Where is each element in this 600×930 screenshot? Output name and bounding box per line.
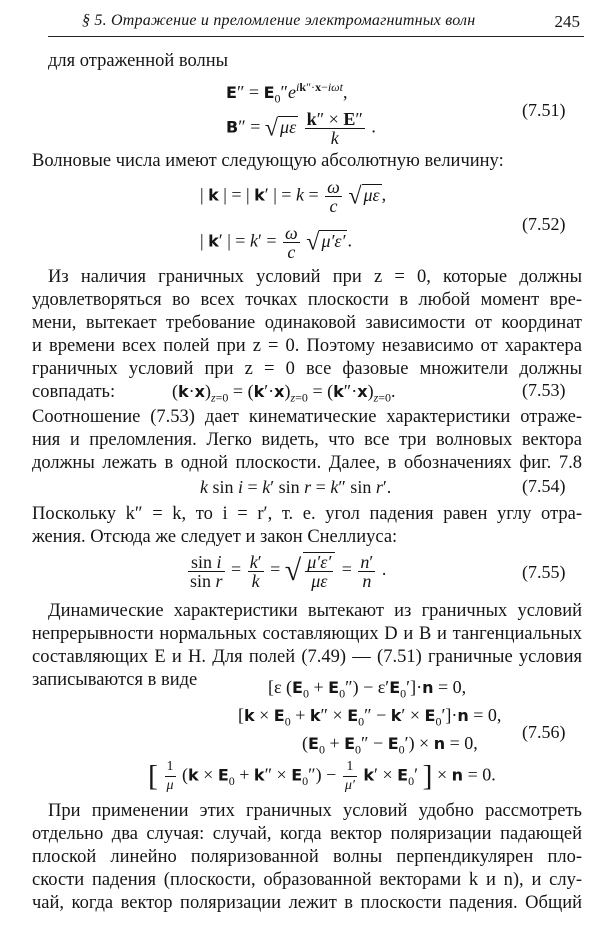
page-number: 245 [554, 12, 580, 31]
paragraph-line: Динамические характеристики вытекают из граничных условий [48, 601, 582, 621]
paragraph-line: Поскольку k″ = k, то i = r′, т. е. угол падения равен углу отра- [32, 504, 582, 524]
paragraph-line: записываются в виде [32, 670, 198, 690]
equation-number: (7.53) [522, 380, 566, 400]
paragraph-line: ния и преломления. Легко видеть, что все три волновых вектора [32, 430, 582, 450]
paragraph-line: чай, когда вектор поляризации лежит в плоскости падения. Общий [32, 893, 582, 913]
paragraph-line: При применении этих граничных условий удобно рассмотреть [48, 801, 582, 821]
paragraph-line: составляющих E и H. Для полей (7.49) — (7.51) граничные условия [32, 647, 582, 667]
equation-number: (7.56) [522, 722, 566, 742]
equation-7-54: k sin i = k′ sin r = k″ sin r′. [200, 477, 392, 497]
equation-7-56-line-2: $[k \times E_0 + k'' \times E_0'' - k' \times E_0']\cdot n = 0$, [238, 705, 502, 729]
header-title: § 5. Отражение и преломление электромагнитных волн [82, 12, 476, 29]
equation-7-51-line-2: B″ = √ με $\frac{k'' \times E''}{k}$ . [226, 109, 376, 148]
equation-7-51-line-1: $E'' = E_0''e^{ik''\cdot x-i\omega t}$, [226, 80, 348, 106]
paragraph-line: скости падения (плоскости, образованной векторами k и n), и слу- [32, 870, 582, 890]
paragraph-line: совпадать: [32, 382, 116, 402]
paragraph-line: удовлетворяться во всех точках плоскости в любой момент вре- [32, 290, 582, 310]
equation-number: (7.54) [522, 476, 566, 496]
equation-7-56-line-4: [ $\frac{1}{\mu}$ $(k \times E_0 + k'' \times E_0'')$ − $\frac{1}{\mu'}$ $k' \times E_0'$ ] × n = 0. [148, 759, 496, 793]
paragraph-line: непрерывности нормальных составляющих D и B и тангенциальных [32, 624, 582, 644]
text-line: Волновые числа имеют следующую абсолютную величину: [32, 151, 504, 171]
paragraph-line: и времени всех полей при z = 0. Поэтому независимо от характера [32, 336, 582, 356]
text-line: для отраженной волны [48, 51, 229, 71]
paragraph-line: мени, вытекает требование одинаковой зависимости от координат [32, 313, 582, 333]
paragraph-line: Из наличия граничных условий при z = 0, которые должны [48, 267, 582, 287]
paragraph-line: должны лежать в одной плоскости. Далее, в обозначениях фиг. 7.8 [32, 453, 582, 473]
equation-number: (7.55) [522, 562, 566, 582]
paragraph-line: плоской линейно поляризованной волны перпендикулярен пло- [32, 847, 582, 867]
paragraph-line: граничных условий при z = 0 все фазовые множители должны [32, 359, 582, 379]
equation-7-52-line-1: | k | = | k′ | = k = $\frac{\omega}{c}$ √ με , [200, 177, 387, 216]
running-header [48, 10, 584, 37]
equation-7-52-line-2: | k′ | = k′ = $\frac{\omega}{c}$ √ μ′ε′ . [200, 223, 352, 262]
equation-7-53: $(k\cdot x)_{z=0} = (k'\cdot x)_{z=0} = (k''\cdot x)_{z=0}$. [172, 381, 396, 405]
paragraph-line: отдельно два случая: случай, когда вектор поляризации падающей [32, 824, 582, 844]
equation-7-56-line-3: $(E_0 + E_0'' - E_0') \times n = 0$, [302, 733, 478, 757]
equation-number: (7.52) [522, 214, 566, 234]
paragraph-line: жения. Отсюда же следует и закон Снеллиуса: [32, 527, 398, 547]
equation-number: (7.51) [522, 100, 566, 120]
paragraph-line: Соотношение (7.53) дает кинематические характеристики отраже- [32, 407, 582, 427]
equation-7-55: $\frac{\text{sin i}}{\text{sin r}}$ = $\frac{k'}{k}$ = √ $\frac{\mu'\varepsilon'}{\mu\varepsilon}$ = $\frac{n'}{n}$ . [190, 551, 387, 591]
equation-7-56-line-1: [ε $(E_0 + E_0'') - \varepsilon'E_0']\cdot n = 0$, [268, 677, 467, 701]
